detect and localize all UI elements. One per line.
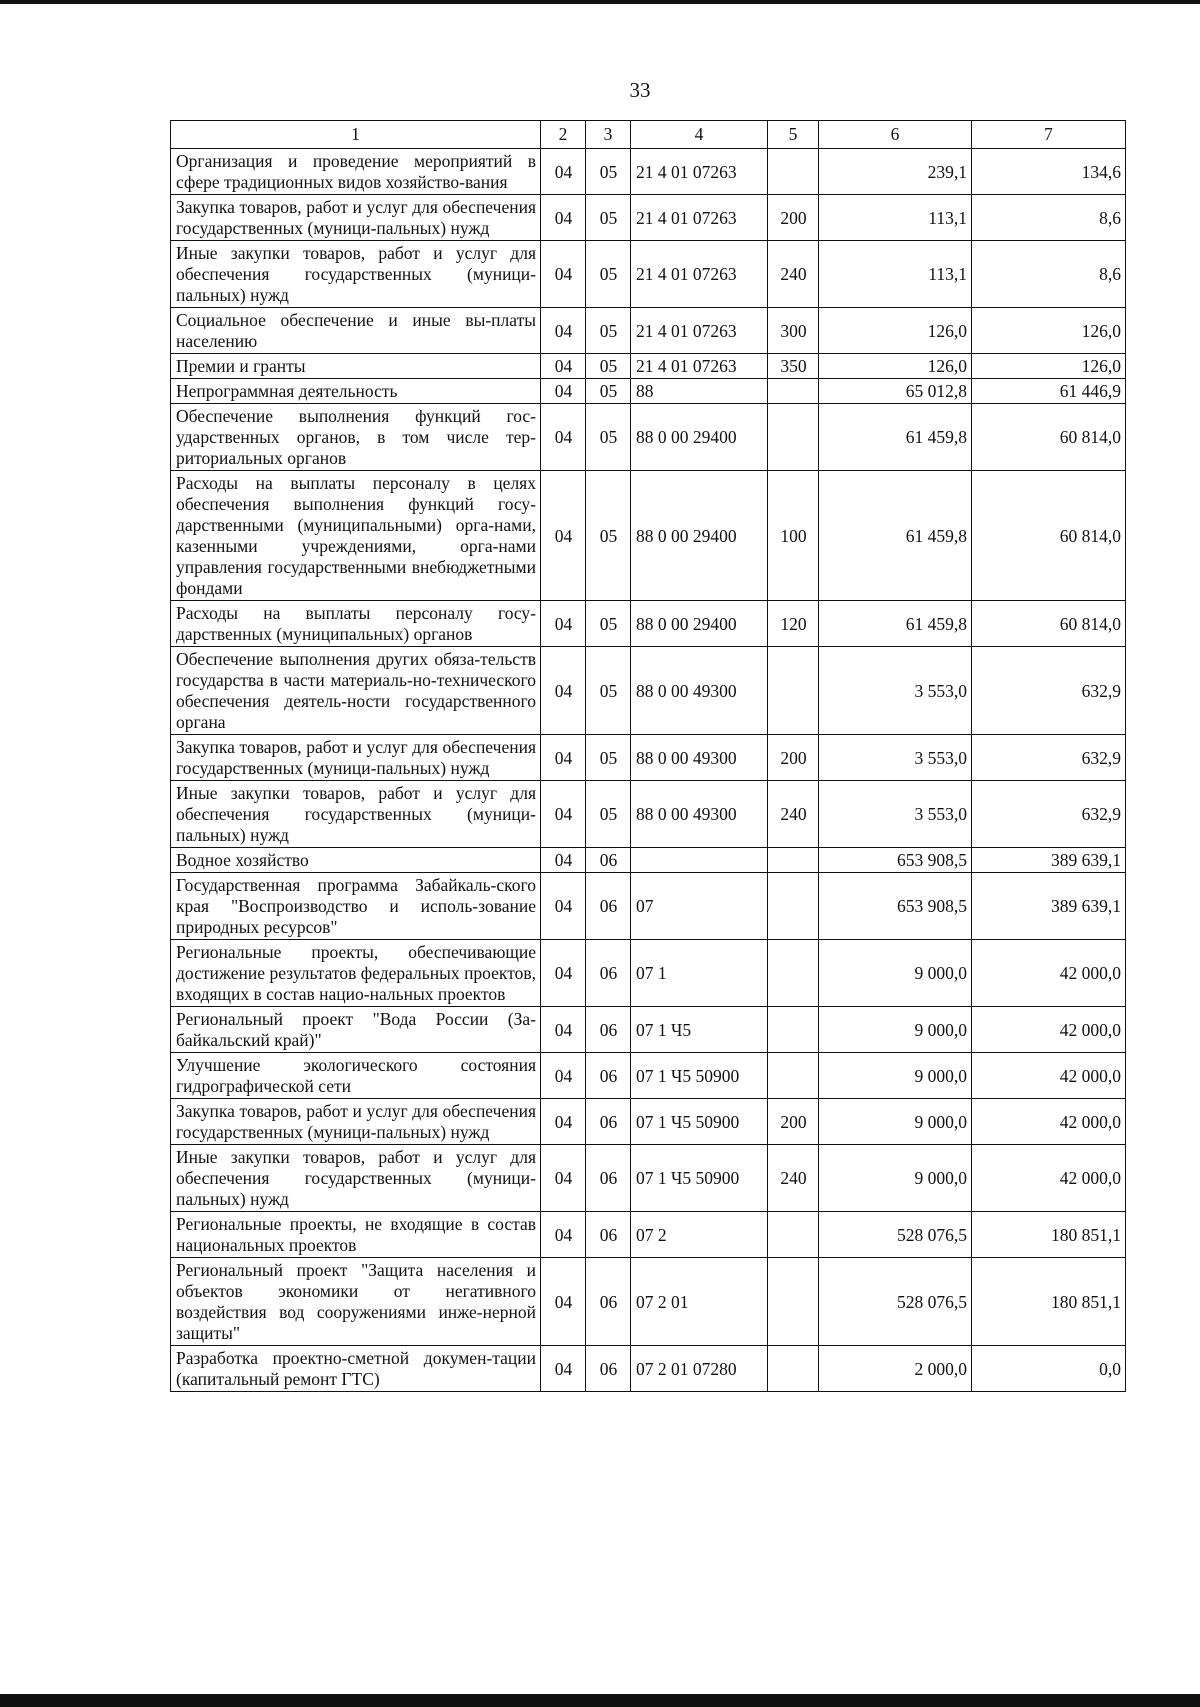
row-name-cell: Иные закупки товаров, работ и услуг для обеспечения государственных (муници-пальных) нужд — [171, 241, 541, 308]
amount-year-2-cell: 60 814,0 — [972, 404, 1126, 471]
table-row — [171, 647, 1126, 735]
row-name-cell: Социальное обеспечение и иные вы-платы населению — [171, 308, 541, 354]
subsection-code-cell: 06 — [586, 1258, 631, 1346]
expense-type-cell: 200 — [768, 735, 819, 781]
table-row — [171, 781, 1126, 848]
expense-type-cell — [768, 1053, 819, 1099]
expense-type-cell — [768, 1007, 819, 1053]
section-code-cell: 04 — [541, 354, 586, 379]
target-article-cell: 88 0 00 49300 — [631, 781, 768, 848]
target-article-cell: 07 1 Ч5 50900 — [631, 1099, 768, 1145]
expense-type-cell: 200 — [768, 195, 819, 241]
section-code-cell: 04 — [541, 781, 586, 848]
column-header-7: 7 — [972, 121, 1126, 149]
row-name-cell: Обеспечение выполнения функций гос-ударственных органов, в том числе тер-риториальных органов — [171, 404, 541, 471]
table-row — [171, 149, 1126, 195]
section-code-cell: 04 — [541, 404, 586, 471]
table-row — [171, 1007, 1126, 1053]
row-name-cell: Премии и гранты — [171, 354, 541, 379]
subsection-code-cell: 05 — [586, 404, 631, 471]
expense-type-cell — [768, 1258, 819, 1346]
amount-year-1-cell: 3 553,0 — [819, 647, 972, 735]
target-article-cell — [631, 848, 768, 873]
subsection-code-cell: 05 — [586, 379, 631, 404]
page-number: 33 — [629, 78, 651, 102]
row-name-cell: Организация и проведение мероприятий в сфере традиционных видов хозяйство-вания — [171, 149, 541, 195]
amount-year-2-cell: 42 000,0 — [972, 940, 1126, 1007]
section-code-cell: 04 — [541, 195, 586, 241]
amount-year-1-cell: 65 012,8 — [819, 379, 972, 404]
table-row — [171, 308, 1126, 354]
amount-year-2-cell: 180 851,1 — [972, 1212, 1126, 1258]
column-header-5: 5 — [768, 121, 819, 149]
subsection-code-cell: 06 — [586, 1053, 631, 1099]
row-name-cell: Расходы на выплаты персоналу госу-дарственных (муниципальных) органов — [171, 601, 541, 647]
amount-year-2-cell: 42 000,0 — [972, 1099, 1126, 1145]
amount-year-2-cell: 61 446,9 — [972, 379, 1126, 404]
section-code-cell: 04 — [541, 1212, 586, 1258]
target-article-cell: 21 4 01 07263 — [631, 149, 768, 195]
subsection-code-cell: 05 — [586, 354, 631, 379]
expense-type-cell — [768, 1212, 819, 1258]
section-code-cell: 04 — [541, 1099, 586, 1145]
scan-bottom-border — [0, 1694, 1200, 1707]
amount-year-2-cell: 632,9 — [972, 647, 1126, 735]
table-row — [171, 379, 1126, 404]
subsection-code-cell: 06 — [586, 1099, 631, 1145]
column-header-6: 6 — [819, 121, 972, 149]
expense-type-cell: 300 — [768, 308, 819, 354]
amount-year-1-cell: 3 553,0 — [819, 735, 972, 781]
section-code-cell: 04 — [541, 1007, 586, 1053]
expense-type-cell — [768, 379, 819, 404]
row-name-cell: Закупка товаров, работ и услуг для обеспечения государственных (муници-пальных) нужд — [171, 735, 541, 781]
column-header-2: 2 — [541, 121, 586, 149]
amount-year-2-cell: 180 851,1 — [972, 1258, 1126, 1346]
amount-year-2-cell: 389 639,1 — [972, 873, 1126, 940]
section-code-cell: 04 — [541, 308, 586, 354]
subsection-code-cell: 05 — [586, 241, 631, 308]
expense-type-cell: 240 — [768, 241, 819, 308]
amount-year-2-cell: 389 639,1 — [972, 848, 1126, 873]
subsection-code-cell: 06 — [586, 1007, 631, 1053]
amount-year-1-cell: 239,1 — [819, 149, 972, 195]
target-article-cell: 88 0 00 29400 — [631, 404, 768, 471]
expense-type-cell: 200 — [768, 1099, 819, 1145]
subsection-code-cell: 05 — [586, 647, 631, 735]
table-row — [171, 1099, 1126, 1145]
subsection-code-cell: 05 — [586, 149, 631, 195]
subsection-code-cell: 05 — [586, 735, 631, 781]
expense-type-cell: 350 — [768, 354, 819, 379]
expense-type-cell — [768, 873, 819, 940]
table-row — [171, 195, 1126, 241]
table-row — [171, 848, 1126, 873]
subsection-code-cell: 06 — [586, 873, 631, 940]
amount-year-1-cell: 653 908,5 — [819, 873, 972, 940]
table-row — [171, 601, 1126, 647]
table-row — [171, 735, 1126, 781]
amount-year-2-cell: 632,9 — [972, 735, 1126, 781]
amount-year-1-cell: 528 076,5 — [819, 1212, 972, 1258]
row-name-cell: Региональные проекты, не входящие в состав национальных проектов — [171, 1212, 541, 1258]
amount-year-1-cell: 653 908,5 — [819, 848, 972, 873]
amount-year-1-cell: 9 000,0 — [819, 940, 972, 1007]
table-row — [171, 1346, 1126, 1392]
row-name-cell: Разработка проектно-сметной докумен-тации (капитальный ремонт ГТС) — [171, 1346, 541, 1392]
section-code-cell: 04 — [541, 735, 586, 781]
subsection-code-cell: 05 — [586, 471, 631, 601]
amount-year-1-cell: 126,0 — [819, 354, 972, 379]
subsection-code-cell: 06 — [586, 1145, 631, 1212]
amount-year-1-cell: 126,0 — [819, 308, 972, 354]
target-article-cell: 88 0 00 29400 — [631, 601, 768, 647]
table-row — [171, 873, 1126, 940]
amount-year-2-cell: 134,6 — [972, 149, 1126, 195]
section-code-cell: 04 — [541, 848, 586, 873]
amount-year-1-cell: 9 000,0 — [819, 1099, 972, 1145]
target-article-cell: 21 4 01 07263 — [631, 241, 768, 308]
header-row — [171, 121, 1126, 149]
row-name-cell: Закупка товаров, работ и услуг для обеспечения государственных (муници-пальных) нужд — [171, 195, 541, 241]
amount-year-1-cell: 9 000,0 — [819, 1053, 972, 1099]
target-article-cell: 21 4 01 07263 — [631, 308, 768, 354]
section-code-cell: 04 — [541, 1346, 586, 1392]
expense-type-cell — [768, 149, 819, 195]
row-name-cell: Улучшение экологического состояния гидрографической сети — [171, 1053, 541, 1099]
amount-year-2-cell: 126,0 — [972, 354, 1126, 379]
amount-year-2-cell: 60 814,0 — [972, 471, 1126, 601]
table-row — [171, 241, 1126, 308]
expense-type-cell — [768, 940, 819, 1007]
subsection-code-cell: 05 — [586, 195, 631, 241]
table-row — [171, 1145, 1126, 1212]
section-code-cell: 04 — [541, 873, 586, 940]
section-code-cell: 04 — [541, 1053, 586, 1099]
row-name-cell: Водное хозяйство — [171, 848, 541, 873]
amount-year-1-cell: 9 000,0 — [819, 1145, 972, 1212]
row-name-cell: Региональные проекты, обеспечивающие достижение результатов федеральных проектов, входящих в состав нацио-нальных проектов — [171, 940, 541, 1007]
amount-year-2-cell: 632,9 — [972, 781, 1126, 848]
target-article-cell: 07 1 Ч5 — [631, 1007, 768, 1053]
target-article-cell: 07 1 — [631, 940, 768, 1007]
subsection-code-cell: 06 — [586, 1212, 631, 1258]
target-article-cell: 88 — [631, 379, 768, 404]
row-name-cell: Иные закупки товаров, работ и услуг для обеспечения государственных (муници-пальных) нужд — [171, 1145, 541, 1212]
section-code-cell: 04 — [541, 241, 586, 308]
row-name-cell: Обеспечение выполнения других обяза-тельств государства в части материаль-но-технического обеспечения деятель-ности государственного органа — [171, 647, 541, 735]
row-name-cell: Расходы на выплаты персоналу в целях обеспечения выполнения функций госу-дарственными (муниципальными) орга-нами, казенными учреждениями, орга-нами управления государственными внебюджетными фондами — [171, 471, 541, 601]
amount-year-2-cell: 8,6 — [972, 241, 1126, 308]
amount-year-2-cell: 126,0 — [972, 308, 1126, 354]
target-article-cell: 88 0 00 29400 — [631, 471, 768, 601]
section-code-cell: 04 — [541, 601, 586, 647]
section-code-cell: 04 — [541, 1145, 586, 1212]
row-name-cell: Иные закупки товаров, работ и услуг для обеспечения государственных (муници-пальных) нужд — [171, 781, 541, 848]
section-code-cell: 04 — [541, 647, 586, 735]
amount-year-2-cell: 8,6 — [972, 195, 1126, 241]
table-row — [171, 1053, 1126, 1099]
amount-year-1-cell: 3 553,0 — [819, 781, 972, 848]
table-row — [171, 471, 1126, 601]
target-article-cell: 21 4 01 07263 — [631, 195, 768, 241]
section-code-cell: 04 — [541, 149, 586, 195]
expense-type-cell — [768, 404, 819, 471]
scan-top-border — [0, 0, 1200, 4]
subsection-code-cell: 06 — [586, 848, 631, 873]
target-article-cell: 07 2 01 — [631, 1258, 768, 1346]
expense-type-cell: 240 — [768, 1145, 819, 1212]
amount-year-1-cell: 528 076,5 — [819, 1258, 972, 1346]
amount-year-1-cell: 2 000,0 — [819, 1346, 972, 1392]
row-name-cell: Закупка товаров, работ и услуг для обеспечения государственных (муници-пальных) нужд — [171, 1099, 541, 1145]
subsection-code-cell: 05 — [586, 601, 631, 647]
column-header-1: 1 — [171, 121, 541, 149]
amount-year-1-cell: 61 459,8 — [819, 404, 972, 471]
section-code-cell: 04 — [541, 379, 586, 404]
section-code-cell: 04 — [541, 1258, 586, 1346]
expense-type-cell: 240 — [768, 781, 819, 848]
budget-table — [170, 120, 1126, 1392]
amount-year-2-cell: 42 000,0 — [972, 1053, 1126, 1099]
amount-year-1-cell: 113,1 — [819, 195, 972, 241]
expense-type-cell — [768, 647, 819, 735]
row-name-cell: Региональный проект "Защита населения и объектов экономики от негативного воздействия вод сооружениями инже-нерной защиты" — [171, 1258, 541, 1346]
target-article-cell: 21 4 01 07263 — [631, 354, 768, 379]
amount-year-1-cell: 113,1 — [819, 241, 972, 308]
target-article-cell: 07 2 01 07280 — [631, 1346, 768, 1392]
amount-year-1-cell: 61 459,8 — [819, 601, 972, 647]
target-article-cell: 07 1 Ч5 50900 — [631, 1145, 768, 1212]
amount-year-2-cell: 60 814,0 — [972, 601, 1126, 647]
column-header-4: 4 — [631, 121, 768, 149]
amount-year-2-cell: 42 000,0 — [972, 1007, 1126, 1053]
subsection-code-cell: 05 — [586, 781, 631, 848]
column-header-3: 3 — [586, 121, 631, 149]
target-article-cell: 07 — [631, 873, 768, 940]
table-row — [171, 354, 1126, 379]
amount-year-1-cell: 61 459,8 — [819, 471, 972, 601]
target-article-cell: 88 0 00 49300 — [631, 647, 768, 735]
table-row — [171, 940, 1126, 1007]
target-article-cell: 07 2 — [631, 1212, 768, 1258]
row-name-cell: Непрограммная деятельность — [171, 379, 541, 404]
subsection-code-cell: 06 — [586, 1346, 631, 1392]
subsection-code-cell: 05 — [586, 308, 631, 354]
amount-year-1-cell: 9 000,0 — [819, 1007, 972, 1053]
table-row — [171, 404, 1126, 471]
subsection-code-cell: 06 — [586, 940, 631, 1007]
target-article-cell: 88 0 00 49300 — [631, 735, 768, 781]
expense-type-cell — [768, 848, 819, 873]
amount-year-2-cell: 42 000,0 — [972, 1145, 1126, 1212]
row-name-cell: Региональный проект "Вода России (За-байкальский край)" — [171, 1007, 541, 1053]
amount-year-2-cell: 0,0 — [972, 1346, 1126, 1392]
expense-type-cell: 120 — [768, 601, 819, 647]
target-article-cell: 07 1 Ч5 50900 — [631, 1053, 768, 1099]
table-row — [171, 1258, 1126, 1346]
expense-type-cell: 100 — [768, 471, 819, 601]
section-code-cell: 04 — [541, 940, 586, 1007]
table-row — [171, 1212, 1126, 1258]
section-code-cell: 04 — [541, 471, 586, 601]
expense-type-cell — [768, 1346, 819, 1392]
row-name-cell: Государственная программа Забайкаль-ского края "Воспроизводство и исполь-зование природных ресурсов" — [171, 873, 541, 940]
